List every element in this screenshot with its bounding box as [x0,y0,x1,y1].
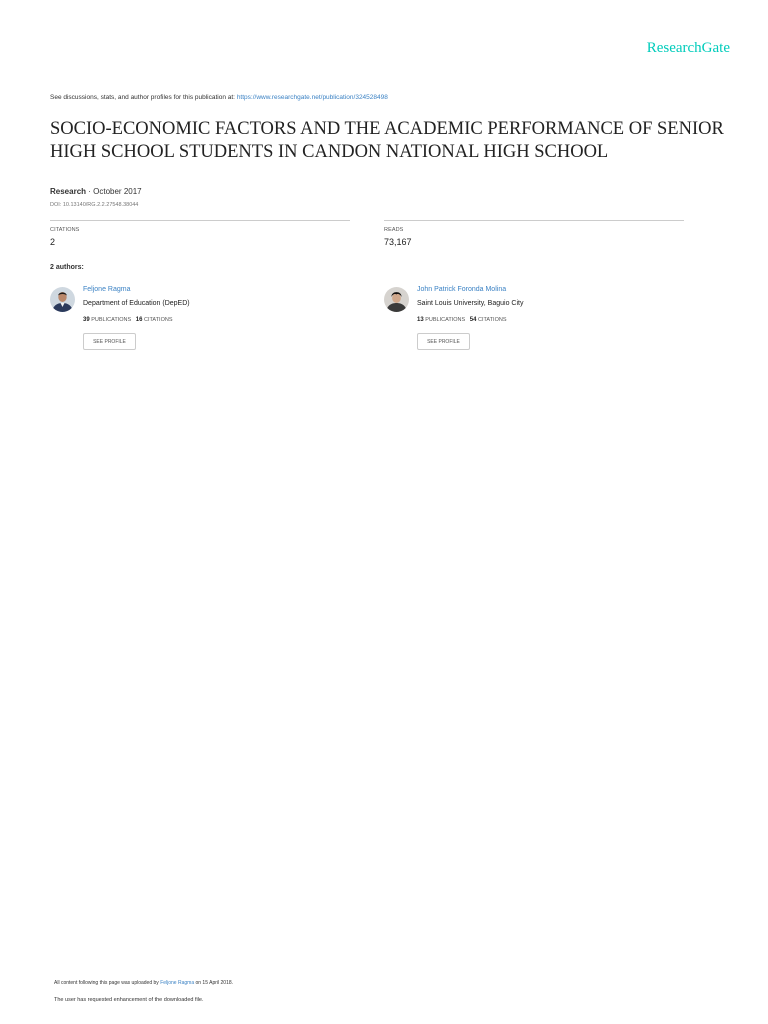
reads-stat [384,220,684,247]
publication-link[interactable]: https://www.researchgate.net/publication/324528498 [236,94,388,101]
publication-title: SOCIO-ECONOMIC FACTORS AND THE ACADEMIC PERFORMANCE OF SENIOR HIGH SCHOOL STUDENTS IN CANDON NATIONAL HIGH SCHOOL [50,119,724,162]
publication-date: · October 2017 [86,187,142,196]
reads-value: 73,167 [384,237,412,247]
publications-label: PUBLICATIONS [91,317,132,323]
publications-count: 39 [83,317,90,323]
reads-label: READS [384,227,404,233]
see-profile-button[interactable]: SEE PROFILE [83,333,136,350]
authors-heading: 2 authors: [50,264,84,271]
publication-type-date [50,187,142,196]
author-card [50,286,350,356]
publications-count: 13 [417,317,424,323]
author-card [384,286,684,356]
publication-type: Research [50,187,87,196]
upload-suffix: on 15 April 2018. [195,980,234,986]
author-citations-count: 16 [135,317,143,323]
citations-label: CITATIONS [50,227,80,233]
researchgate-logo[interactable]: ResearchGate [646,40,730,56]
author-stats [417,317,507,323]
person-photo-icon[interactable] [384,287,409,312]
author-name-link[interactable]: Feljone Ragma [83,286,131,293]
author-institution: Saint Louis University, Baguio City [417,300,524,307]
citations-value: 2 [50,237,56,247]
person-photo-icon[interactable] [50,287,75,312]
enhancement-note: The user has requested enhancement of the downloaded file. [54,997,204,1003]
author-institution: Department of Education (DepED) [83,300,190,307]
discussion-text: See discussions, stats, and author profiles for this publication at: [50,94,235,101]
upload-prefix: All content following this page was uploaded by [54,980,159,986]
upload-notice [54,980,233,986]
publication-doi: DOI: 10.13140/RG.2.2.27548.38044 [50,202,139,208]
author-citations-count: 54 [469,317,477,323]
uploader-link[interactable]: Feljone Ragma [160,980,195,986]
author-name-link[interactable]: John Patrick Foronda Molina [417,286,507,293]
author-citations-label: CITATIONS [143,317,173,323]
publications-label: PUBLICATIONS [425,317,466,323]
author-citations-label: CITATIONS [477,317,507,323]
discussion-notice [50,94,388,101]
citations-stat [50,220,350,247]
author-stats [83,317,173,323]
see-profile-button[interactable]: SEE PROFILE [417,333,470,350]
